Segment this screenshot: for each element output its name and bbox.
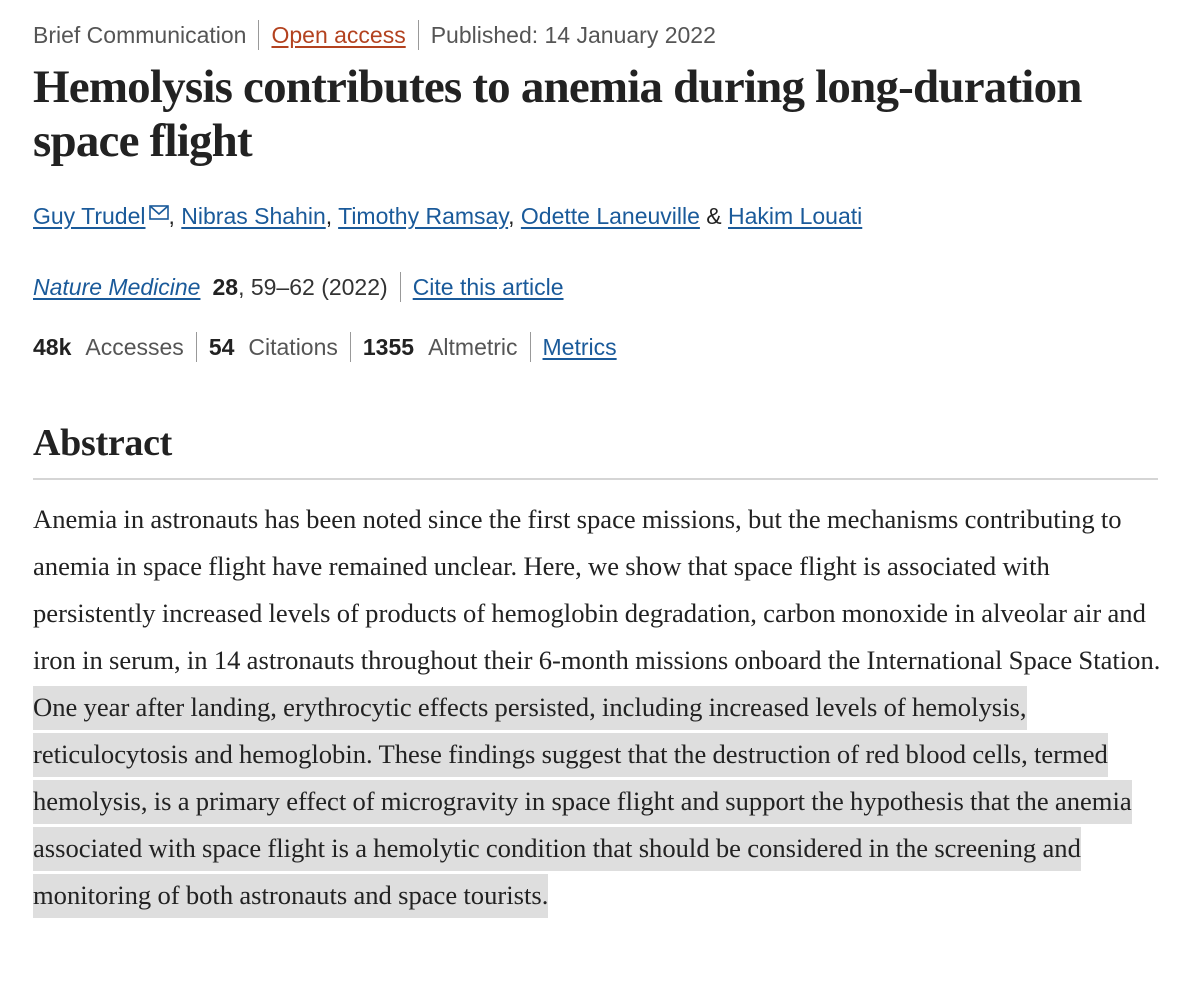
journal-volume: 28 (212, 273, 239, 300)
citations-label: Citations (248, 333, 338, 360)
author-separator: & (699, 203, 729, 229)
author-separator: , (168, 203, 182, 229)
accesses-count: 48k (33, 333, 72, 360)
accesses-label: Accesses (85, 333, 184, 360)
altmetric-label: Altmetric (428, 333, 518, 360)
author-list (33, 203, 862, 230)
altmetric-score: 1355 (362, 333, 415, 360)
author-link-4[interactable]: Odette Laneuville (520, 203, 700, 229)
abstract-text-highlighted: One year after landing, erythrocytic effects persisted, including increased levels of hemolysis, reticulocytosis and hemoglobin. These findings suggest that the destruction of red blood cells, termed hemolysis, is a primary effect of microgravity in space flight and support the hypothesis that the anemia associated with space flight is a hemolytic condition that should be considered in the screening and monitoring of both astronauts and space tourists. (33, 686, 1132, 918)
author-separator: , (325, 203, 339, 229)
citations-count: 54 (208, 333, 235, 360)
abstract-text-plain: Anemia in astronauts has been noted since the first space missions, but the mechanisms contributing to anemia in space flight have remained unclear. Here, we show that space flight is associated with persistently increased levels of products of hemoglobin degradation, carbon monoxide in alveolar air and iron in serum, in 14 astronauts throughout their 6-month missions onboard the International Space Station. (33, 504, 1161, 675)
meta-divider (400, 272, 401, 302)
author-separator: , (508, 203, 521, 229)
article-metrics-row (33, 331, 617, 363)
article-title: Hemolysis contributes to anemia during long-duration space flight (33, 61, 1082, 167)
abstract-text (33, 496, 1161, 919)
author-link-5[interactable]: Hakim Louati (728, 203, 863, 229)
metrics-link[interactable]: Metrics (542, 333, 617, 360)
author-link-2[interactable]: Nibras Shahin (181, 203, 326, 229)
journal-link[interactable]: Nature Medicine (33, 273, 201, 300)
article-type: Brief Communication (33, 21, 247, 48)
journal-citation-row (33, 271, 564, 303)
section-divider (33, 478, 1158, 480)
mail-icon[interactable] (149, 205, 169, 221)
published-date: Published: 14 January 2022 (430, 21, 716, 48)
article-meta-row (33, 19, 716, 51)
meta-divider (258, 20, 259, 50)
author-link-1[interactable]: Guy Trudel (33, 203, 146, 229)
open-access-link[interactable]: Open access (271, 21, 406, 48)
meta-divider (418, 20, 419, 50)
journal-pages-year: , 59–62 (2022) (238, 273, 388, 300)
abstract-heading: Abstract (33, 422, 173, 464)
meta-divider (350, 332, 351, 362)
author-link-3[interactable]: Timothy Ramsay (338, 203, 509, 229)
cite-article-link[interactable]: Cite this article (412, 273, 564, 300)
meta-divider (196, 332, 197, 362)
meta-divider (530, 332, 531, 362)
